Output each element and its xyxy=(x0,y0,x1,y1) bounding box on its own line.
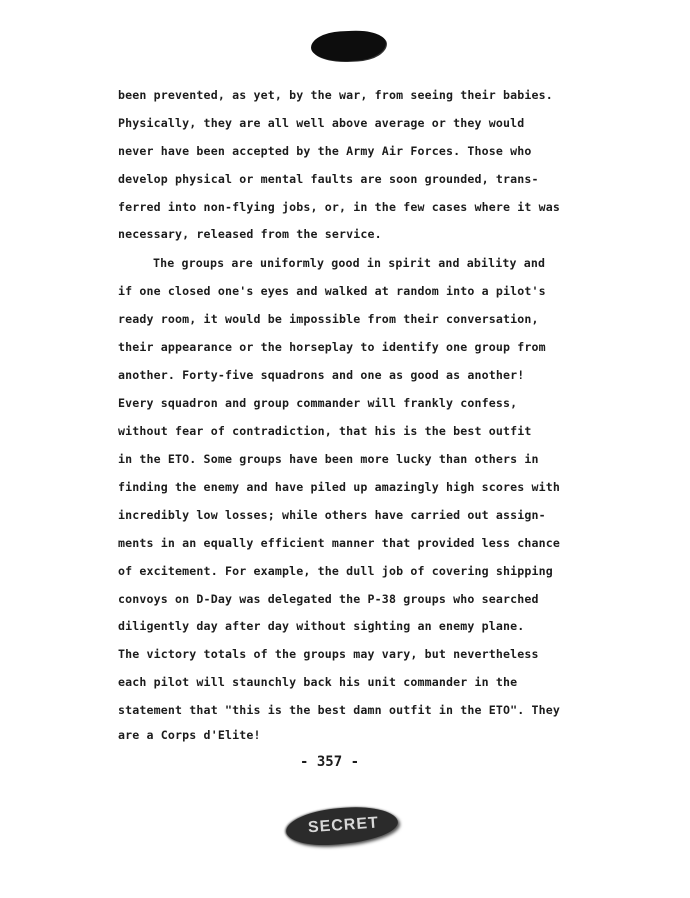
secret-stamp xyxy=(285,804,399,848)
text-line: without fear of contradiction, that his is the best outfit xyxy=(118,424,532,438)
text-line: their appearance or the horseplay to identify one group from xyxy=(118,340,546,354)
text-line: each pilot will staunchly back his unit commander in the xyxy=(118,675,518,689)
text-line: finding the enemy and have piled up amazingly high scores with xyxy=(118,480,561,494)
stamp-label: SECRET xyxy=(307,814,380,837)
text-line: of excitement. For example, the dull job of covering shipping xyxy=(118,564,553,578)
text-line: been prevented, as yet, by the war, from seeing their babies. xyxy=(118,88,553,102)
text-line: ready room, it would be impossible from their conversation, xyxy=(118,312,539,326)
text-line: convoys on D-Day was delegated the P-38 groups who searched xyxy=(118,592,539,606)
text-line: Every squadron and group commander will frankly confess, xyxy=(118,396,518,410)
text-line: develop physical or mental faults are soon grounded, trans- xyxy=(118,172,539,186)
text-line: The groups are uniformly good in spirit and ability and xyxy=(153,256,546,270)
text-line: ferred into non-flying jobs, or, in the few cases where it was xyxy=(118,200,561,214)
page-number: - 357 - xyxy=(300,754,360,770)
text-line: incredibly low losses; while others have carried out assign- xyxy=(118,508,546,522)
text-line: are a Corps d'Elite! xyxy=(118,728,261,742)
text-line: if one closed one's eyes and walked at random into a pilot's xyxy=(118,284,546,298)
text-line: Physically, they are all well above average or they would xyxy=(118,116,525,130)
text-line: diligently day after day without sighting an enemy plane. xyxy=(118,619,525,633)
text-line: statement that "this is the best damn outfit in the ETO". They xyxy=(118,703,561,717)
text-line: necessary, released from the service. xyxy=(118,227,382,241)
redaction-mark xyxy=(310,29,386,63)
text-line: ments in an equally efficient manner that provided less chance xyxy=(118,536,561,550)
text-line: never have been accepted by the Army Air Forces. Those who xyxy=(118,144,532,158)
text-line: The victory totals of the groups may vary, but nevertheless xyxy=(118,647,539,661)
text-line: another. Forty-five squadrons and one as good as another! xyxy=(118,368,525,382)
text-line: in the ETO. Some groups have been more lucky than others in xyxy=(118,452,539,466)
